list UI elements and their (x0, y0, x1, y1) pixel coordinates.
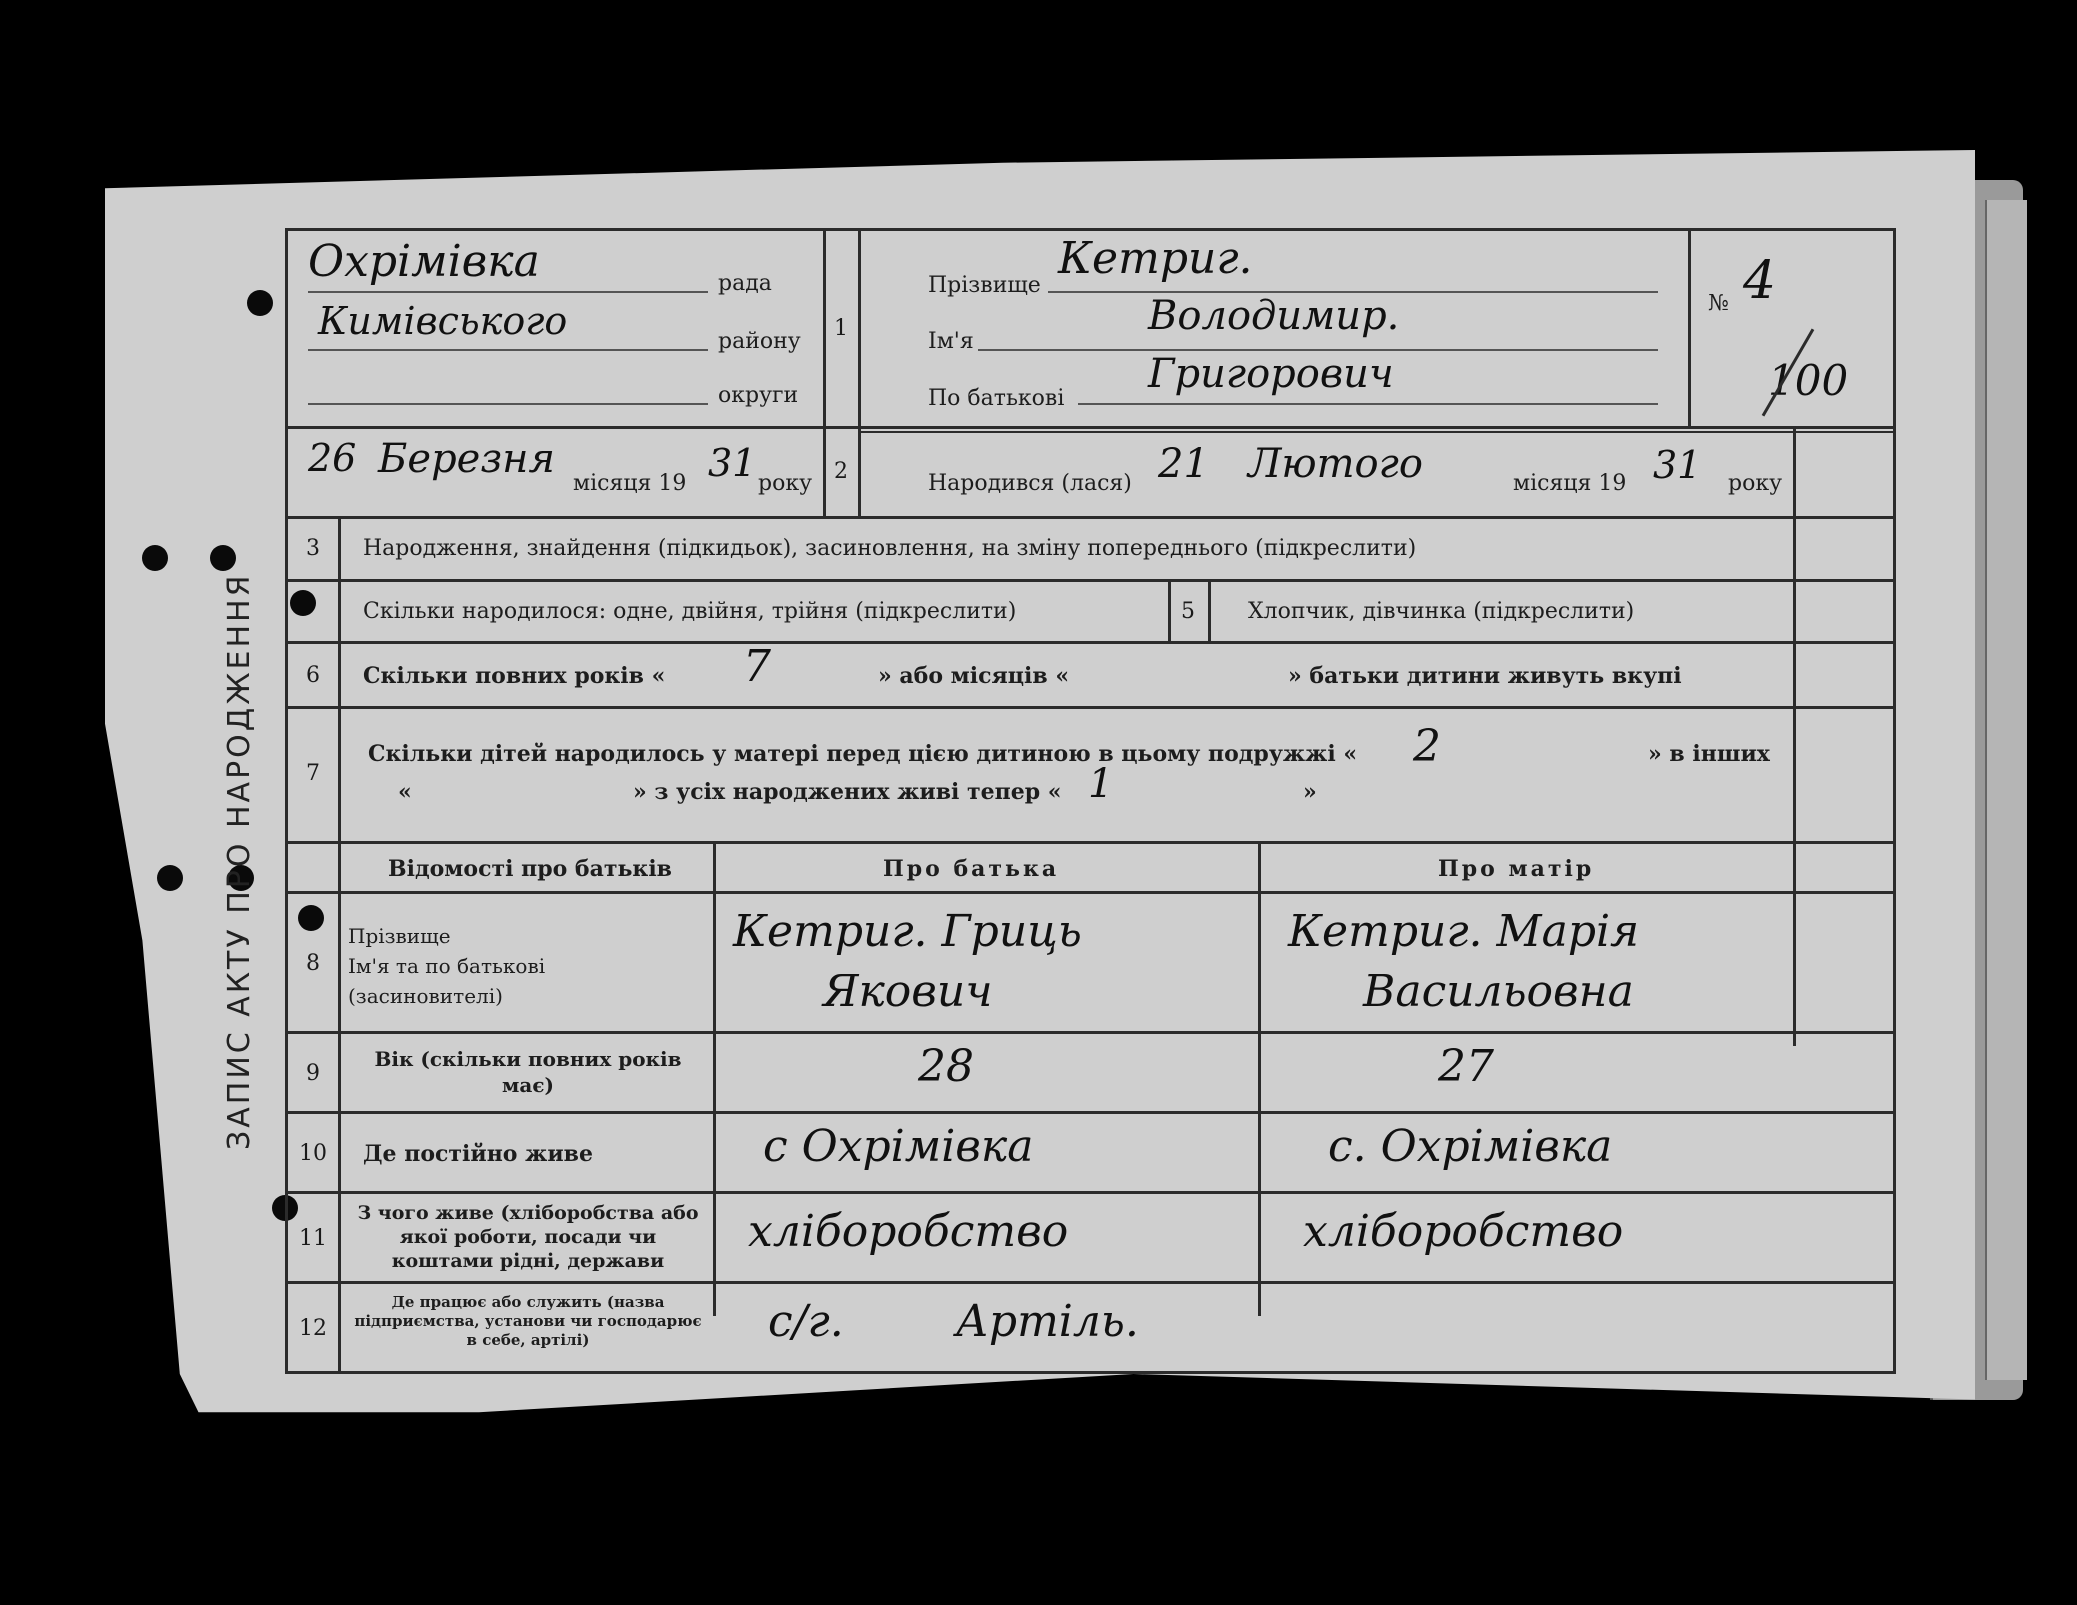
prizvyshche-value: Кетриг. (1058, 233, 1253, 284)
okrugy-label: округи (718, 383, 799, 408)
row-number-10: 10 (299, 1141, 327, 1166)
date-year-label: року (758, 471, 813, 496)
date-day: 26 (308, 436, 357, 480)
row7-value2: 1 (1088, 761, 1114, 807)
col-mother-header: Про матір (1438, 856, 1595, 882)
row-number-7: 7 (306, 761, 320, 786)
raion-label: району (718, 329, 801, 354)
row8-label: Прізвище Ім'я та по батькові (засиновителі) (348, 924, 546, 1008)
col-father-header: Про батька (883, 856, 1060, 882)
row12-label: Де працює або служить (назва підприємства, установи чи господарює в себе, артілі) (354, 1293, 702, 1349)
row11-father: хліборобство (748, 1206, 1069, 1257)
born-month: Лютого (1248, 441, 1423, 487)
date-month-label: місяця 19 (573, 471, 687, 496)
born-label: Народився (лася) (928, 471, 1132, 496)
col-info-header: Відомості про батьків (388, 856, 672, 882)
row4-text: Скільки народилося: одне, двійня, трійня (підкреслити) (363, 599, 1017, 624)
row7-line2-a: « (398, 779, 412, 805)
row6-text-a: Скільки повних років « (363, 663, 666, 689)
rada-label: рада (718, 271, 772, 296)
vertical-title: ЗАПИС АКТУ ПРО НАРОДЖЕННЯ (222, 572, 257, 1150)
record-number: 4 (1743, 251, 1777, 311)
row7-value1: 2 (1413, 721, 1441, 772)
row7-line2-end: » (1303, 779, 1317, 805)
rada-value: Охрімівка (308, 236, 540, 287)
punch-hole (247, 290, 273, 316)
row10-label: Де постійно живе (363, 1141, 593, 1167)
punch-hole (210, 545, 236, 571)
born-day: 21 (1158, 441, 1209, 487)
row6-value: 7 (743, 641, 771, 692)
row12-value: с/г. Артіль. (768, 1296, 1139, 1347)
punch-hole (157, 865, 183, 891)
row-number-6: 6 (306, 663, 320, 688)
row-number-1: 1 (834, 316, 848, 341)
row-number-5: 5 (1181, 599, 1195, 624)
row3-text: Народження, знайдення (підкидьок), засиновлення, на зміну попереднього (підкреслити) (363, 536, 1417, 561)
row8-mother-line1: Кетриг. Марія (1288, 906, 1640, 957)
prizvyshche-label: Прізвище (928, 273, 1041, 298)
row9-father: 28 (918, 1041, 974, 1092)
row-number-2: 2 (834, 459, 848, 484)
row11-label: З чого живе (хліборобства або якої роботи, посади чи коштами рідні, держави (357, 1202, 699, 1272)
row6-text-c: » батьки дитини живуть вкупі (1288, 663, 1682, 689)
record-total: 100 (1768, 356, 1849, 405)
row10-mother: с. Охрімівка (1328, 1121, 1613, 1172)
born-year: 31 (1653, 443, 1702, 487)
back-page-edge-inner (1985, 200, 2027, 1380)
date-month: Березня (378, 436, 555, 482)
birth-record-form (285, 228, 1896, 1374)
row-number-12: 12 (299, 1316, 327, 1341)
row9-mother: 27 (1438, 1041, 1494, 1092)
row5-text: Хлопчик, дівчинка (підкреслити) (1248, 599, 1635, 624)
row-number-8: 8 (306, 951, 320, 976)
row11-mother: хліборобство (1303, 1206, 1624, 1257)
born-year-label: року (1728, 471, 1783, 496)
row-number-3: 3 (306, 536, 320, 561)
row9-label: Вік (скільки повних років має) (374, 1047, 682, 1097)
row7-line1: Скільки дітей народилось у матері перед цією дитиною в цьому подружжі « (368, 741, 1358, 767)
number-label: № (1708, 291, 1729, 316)
row10-father: с Охрімівка (763, 1121, 1034, 1172)
po-batkovi-label: По батькові (928, 386, 1065, 411)
row8-father-line1: Кетриг. Гриць (733, 906, 1082, 957)
po-batkovi-value: Григорович (1148, 351, 1394, 397)
raion-value: Кимівського (318, 299, 568, 343)
row-number-9: 9 (306, 1061, 320, 1086)
date-year: 31 (708, 441, 757, 485)
row7-line2-b: » з усіх народжених живі тепер « (633, 779, 1062, 805)
punch-hole (142, 545, 168, 571)
born-month-label: місяця 19 (1513, 471, 1627, 496)
row7-line1-end: » в інших (1648, 741, 1770, 767)
row8-father-line2: Якович (823, 966, 993, 1017)
imia-label: Ім'я (928, 329, 974, 354)
row-number-11: 11 (299, 1226, 327, 1251)
imia-value: Володимир. (1148, 293, 1400, 339)
row8-mother-line2: Васильовна (1363, 966, 1634, 1017)
row6-text-b: » або місяців « (878, 663, 1070, 689)
